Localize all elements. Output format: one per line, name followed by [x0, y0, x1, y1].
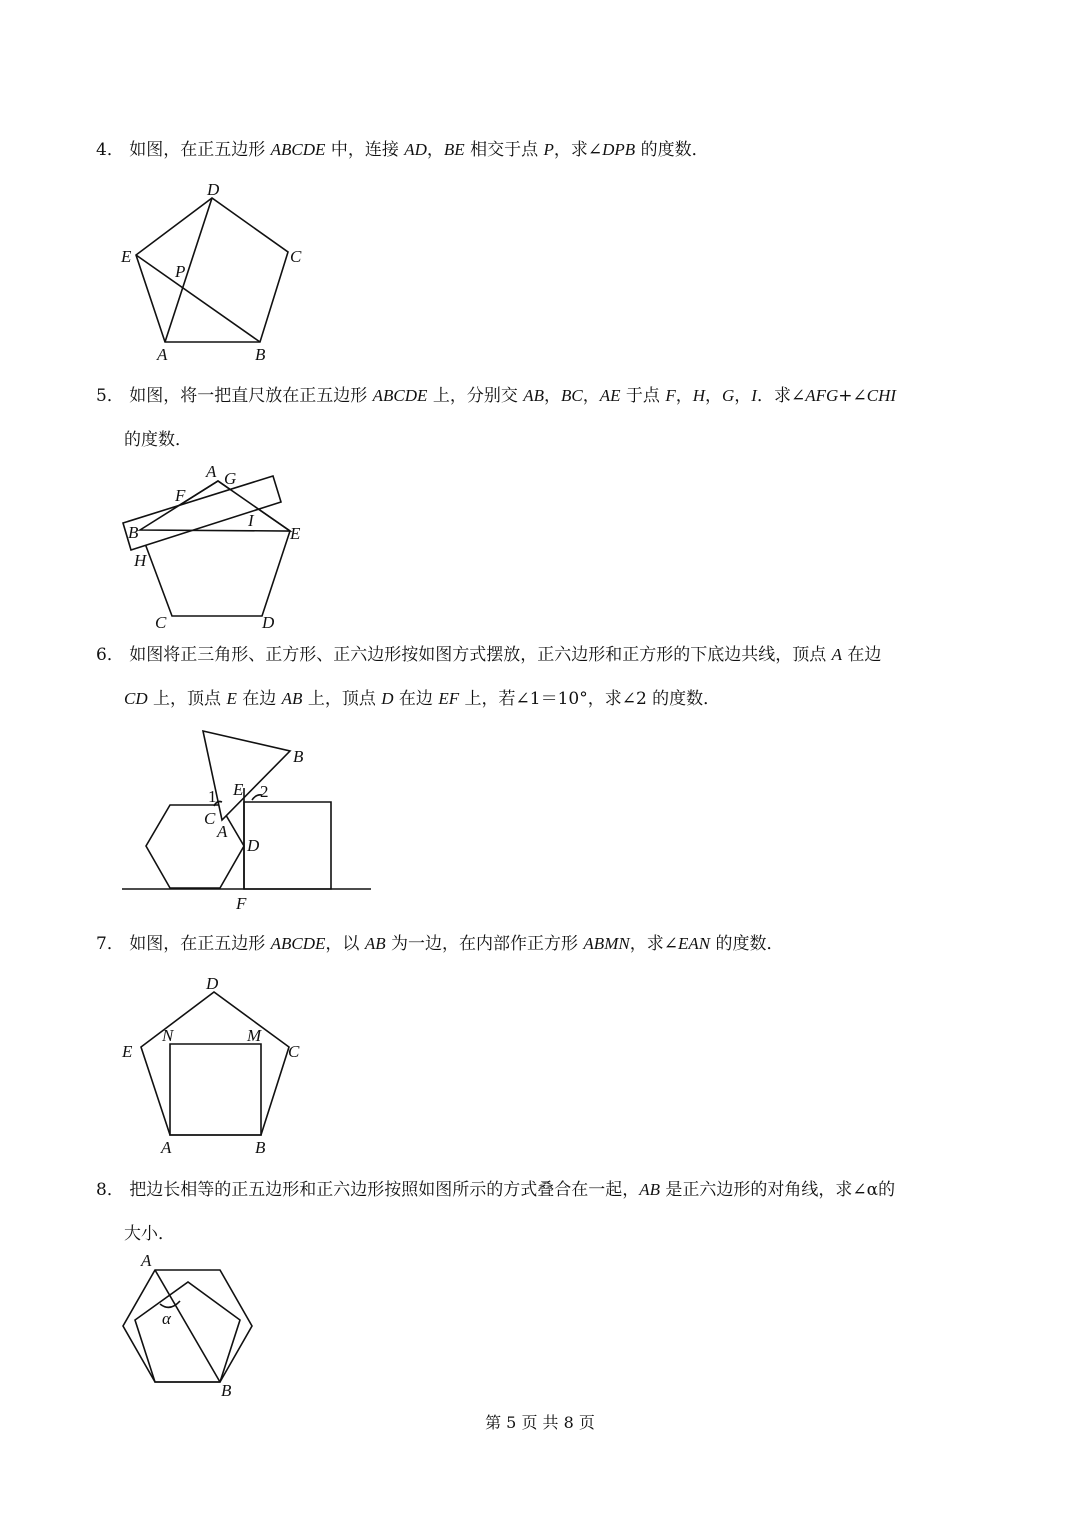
q4-label-e: E [121, 247, 132, 266]
question-number: 8． [96, 1180, 130, 1200]
question-number: 6． [96, 645, 130, 665]
q5-label-a: A [206, 462, 217, 481]
math-term: CD [124, 689, 148, 708]
q4-label-p: P [175, 262, 186, 281]
q8-line-1: 8． 把边长相等的正五边形和正六边形按照如图所示的方式叠合在一起，AB 是正六边形的对角线，求∠α的 [96, 1180, 896, 1200]
q6-label-f: F [236, 894, 247, 913]
q5-line-2: 的度数． [124, 430, 192, 450]
q7-label-a: A [161, 1138, 172, 1157]
q5-label-b: B [128, 523, 139, 542]
math-term: AB [639, 1180, 661, 1199]
q7-label-b: B [255, 1138, 266, 1157]
q6-label-e: E [233, 780, 244, 799]
q7-label-c: C [288, 1042, 300, 1061]
q7-label-m: M [247, 1026, 262, 1045]
q4-label-a: A [157, 345, 168, 364]
question-number: 4． [96, 140, 130, 160]
math-term: AB [523, 386, 545, 405]
question-number: 5． [96, 386, 130, 406]
q4-label-d: D [207, 180, 220, 199]
q8-pentagon [135, 1282, 240, 1382]
q8-label-a: A [141, 1251, 152, 1270]
q5-label-d: D [262, 613, 275, 632]
math-term: P [543, 140, 554, 159]
q5-label-e: E [290, 524, 301, 543]
q5-label-c: C [155, 613, 167, 632]
math-term: ABCDE [270, 934, 326, 953]
page-footer: 第 5 页 共 8 页 [485, 1413, 595, 1432]
q5-line-1: 5． 如图，将一把直尺放在正五边形 ABCDE 上，分别交 AB，BC，AE 于点 F，H，G，I．求∠AFG+∠CHI [96, 386, 897, 406]
math-term: D [381, 689, 394, 708]
math-term: CHI [866, 386, 897, 405]
q7-label-d: D [206, 974, 219, 993]
math-term: BE [443, 140, 465, 159]
q7-label-n: N [162, 1026, 174, 1045]
q6-label-c: C [204, 809, 216, 828]
q6-line-1: 6． 如图将正三角形、正方形、正六边形按如图方式摆放，正六边形和正方形的下底边共线，顶点 A 在边 [96, 645, 882, 665]
math-term: AFG [805, 386, 839, 405]
q8-line-2: 大小． [124, 1224, 175, 1244]
q6-label-d: D [247, 836, 260, 855]
math-term: DPB [602, 140, 636, 159]
q4-label-c: C [290, 247, 302, 266]
math-term: G [722, 386, 735, 405]
math-term: EAN [677, 934, 711, 953]
q6-line-2: CD 上，顶点 E 在边 AB 上，顶点 D 在边 EF 上，若∠1＝10°，求∠2 的度数． [124, 689, 721, 709]
math-term: I [751, 386, 757, 405]
q4-label-b: B [255, 345, 266, 364]
q6-label-b: B [293, 747, 304, 766]
q6-label-1: 1 [208, 787, 217, 806]
math-term: ABCDE [372, 386, 428, 405]
q5-label-f: F [175, 486, 186, 505]
math-term: H [692, 386, 706, 405]
math-term: ABCDE [270, 140, 326, 159]
math-term: ABMN [583, 934, 630, 953]
math-term: AB [364, 934, 386, 953]
q7-line-1: 7． 如图，在正五边形 ABCDE，以 AB 为一边，在内部作正方形 ABMN，求∠EAN 的度数． [96, 934, 784, 954]
q8-label-b: B [221, 1381, 232, 1400]
math-term: AD [404, 140, 427, 159]
math-term: AB [281, 689, 303, 708]
question-number: 7． [96, 934, 130, 954]
math-term: EF [438, 689, 460, 708]
q7-label-e: E [122, 1042, 133, 1061]
q5-label-g: G [224, 469, 237, 488]
q8-label-alpha: α [162, 1309, 171, 1328]
math-term: F [665, 386, 676, 405]
math-term: BC [561, 386, 583, 405]
q6-label-2: 2 [260, 782, 269, 801]
math-term: AE [599, 386, 621, 405]
q4-line-1: 4． 如图，在正五边形 ABCDE 中，连接 AD，BE 相交于点 P，求∠DPB 的度数． [96, 140, 709, 160]
math-term: E [226, 689, 237, 708]
q6-label-a: A [217, 822, 228, 841]
math-term: A [831, 645, 843, 664]
q5-label-h: H [134, 551, 147, 570]
q5-label-i: I [248, 511, 254, 530]
